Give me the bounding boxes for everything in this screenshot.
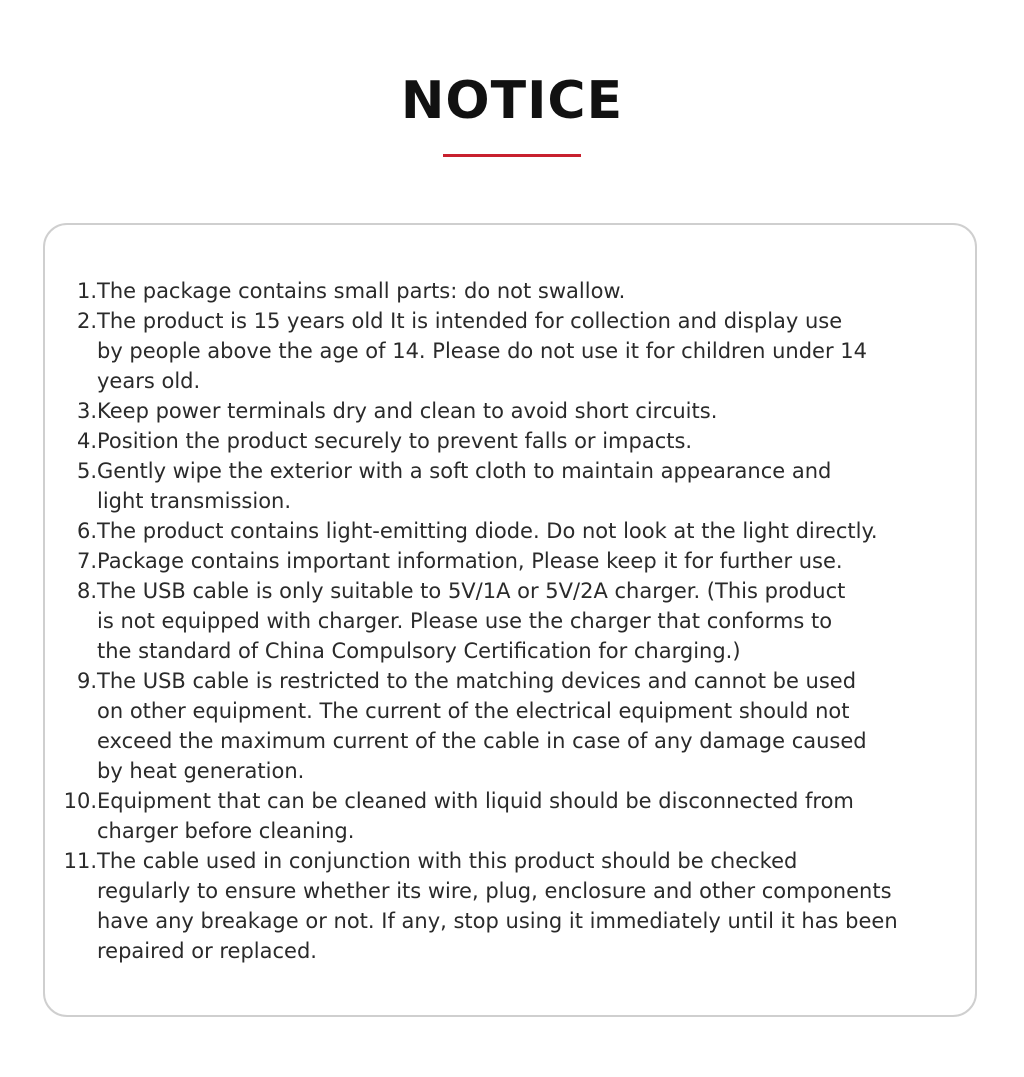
- notice-item-number: 2.: [76, 309, 97, 333]
- notice-item-number: 1.: [76, 279, 97, 303]
- notice-item-text: [97, 576, 980, 666]
- notice-item-text: [97, 276, 980, 306]
- notice-item-line: on other equipment. The current of the electrical equipment should not: [97, 699, 850, 723]
- notice-item-number: 4.: [76, 429, 97, 453]
- notice-item: [60, 396, 980, 426]
- notice-item-number: 8.: [76, 579, 97, 603]
- notice-item-number: 3.: [76, 399, 97, 423]
- notice-item: [60, 666, 980, 786]
- notice-item-line: Package contains important information, Please keep it for further use.: [97, 549, 843, 573]
- notice-item: [60, 276, 980, 306]
- notice-item-line: Equipment that can be cleaned with liquid should be disconnected from: [97, 789, 854, 813]
- notice-item-line: The USB cable is only suitable to 5V/1A or 5V/2A charger. (This product: [97, 579, 846, 603]
- notice-item-line: Gently wipe the exterior with a soft cloth to maintain appearance and: [97, 459, 832, 483]
- notice-item-line: by people above the age of 14. Please do not use it for children under 14: [97, 339, 867, 363]
- notice-item-line: have any breakage or not. If any, stop using it immediately until it has been: [97, 909, 898, 933]
- notice-item-line: exceed the maximum current of the cable in case of any damage caused: [97, 729, 867, 753]
- notice-item-text: [97, 456, 980, 516]
- notice-item-line: is not equipped with charger. Please use the charger that conforms to: [97, 609, 833, 633]
- notice-item-number: 5.: [76, 459, 97, 483]
- notice-item-text: [97, 426, 980, 456]
- notice-item-line: The cable used in conjunction with this product should be checked: [97, 849, 798, 873]
- notice-item: [60, 516, 980, 546]
- notice-item-number: 6.: [76, 519, 97, 543]
- notice-item-line: Position the product securely to prevent falls or impacts.: [97, 429, 693, 453]
- notice-list: [60, 276, 980, 966]
- notice-item-text: [97, 306, 980, 396]
- notice-item-line: charger before cleaning.: [97, 819, 355, 843]
- notice-item: [60, 456, 980, 516]
- notice-item-number: 9.: [76, 669, 97, 693]
- notice-item-number: 11.: [63, 849, 97, 873]
- title-underline: [443, 154, 581, 157]
- notice-item: [60, 576, 980, 666]
- notice-item-text: [97, 546, 980, 576]
- notice-item-text: [97, 396, 980, 426]
- notice-item-text: [97, 666, 980, 786]
- notice-item: [60, 306, 980, 396]
- notice-item-line: by heat generation.: [97, 759, 305, 783]
- notice-item-text: [97, 786, 980, 846]
- notice-item-line: The package contains small parts: do not swallow.: [97, 279, 626, 303]
- notice-item: [60, 426, 980, 456]
- notice-item-line: years old.: [97, 369, 201, 393]
- notice-item-line: regularly to ensure whether its wire, plug, enclosure and other components: [97, 879, 892, 903]
- notice-item-line: repaired or replaced.: [97, 939, 317, 963]
- notice-item-number: 10.: [63, 789, 97, 813]
- notice-item: [60, 546, 980, 576]
- notice-item-number: 7.: [76, 549, 97, 573]
- notice-item: [60, 786, 980, 846]
- notice-item-line: light transmission.: [97, 489, 292, 513]
- notice-item-line: The product is 15 years old It is intended for collection and display use: [97, 309, 843, 333]
- notice-item-line: The USB cable is restricted to the matching devices and cannot be used: [97, 669, 857, 693]
- notice-item-line: the standard of China Compulsory Certification for charging.): [97, 639, 741, 663]
- notice-item-line: Keep power terminals dry and clean to avoid short circuits.: [97, 399, 718, 423]
- notice-item-text: [97, 846, 980, 966]
- notice-item-text: [97, 516, 980, 546]
- notice-item-line: The product contains light-emitting diode. Do not look at the light directly.: [97, 519, 878, 543]
- notice-item: [60, 846, 980, 966]
- page-title: NOTICE: [400, 71, 624, 131]
